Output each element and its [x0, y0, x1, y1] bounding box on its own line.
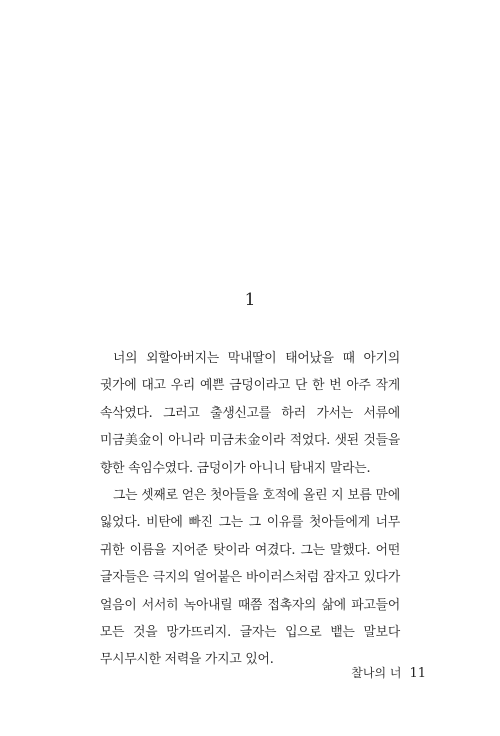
paragraph-1: 너의 외할아버지는 막내딸이 태어났을 때 아기의 귓가에 대고 우리 예쁜 금덩이라고 단 한 번 아주 작게 속삭였다. 그러고 출생신고를 하러 가서는 서류에 미금美金이 아니라 미금未金이라 적었다. 샛된 것들을 향한 속임수였다. 금덩이가 아니니 탐내지 말라는. [100, 351, 400, 476]
page-footer [351, 664, 426, 681]
chapter-number: 1 [244, 290, 256, 310]
running-title: 찰나의 너 [351, 666, 402, 680]
paragraph-2: 그는 셋째로 얻은 첫아들을 호적에 올린 지 보름 만에 잃었다. 비탄에 빠진 그는 그 이유를 첫아들에게 너무 귀한 이름을 지어준 탓이라 여겼다. 그는 말했다. 어떤 글자들은 극지의 얼어붙은 바이러스처럼 잠자고 있다가 얼음이 서서히 녹아내릴 때쯤 접촉자의 삶에 파고들어 모든 것을 망가뜨리지. 글자는 입으로 뱉는 말보다 무시무시한 저력을 가지고 있어. [100, 488, 400, 668]
body-text [100, 345, 400, 674]
page-number: 11 [409, 666, 426, 681]
